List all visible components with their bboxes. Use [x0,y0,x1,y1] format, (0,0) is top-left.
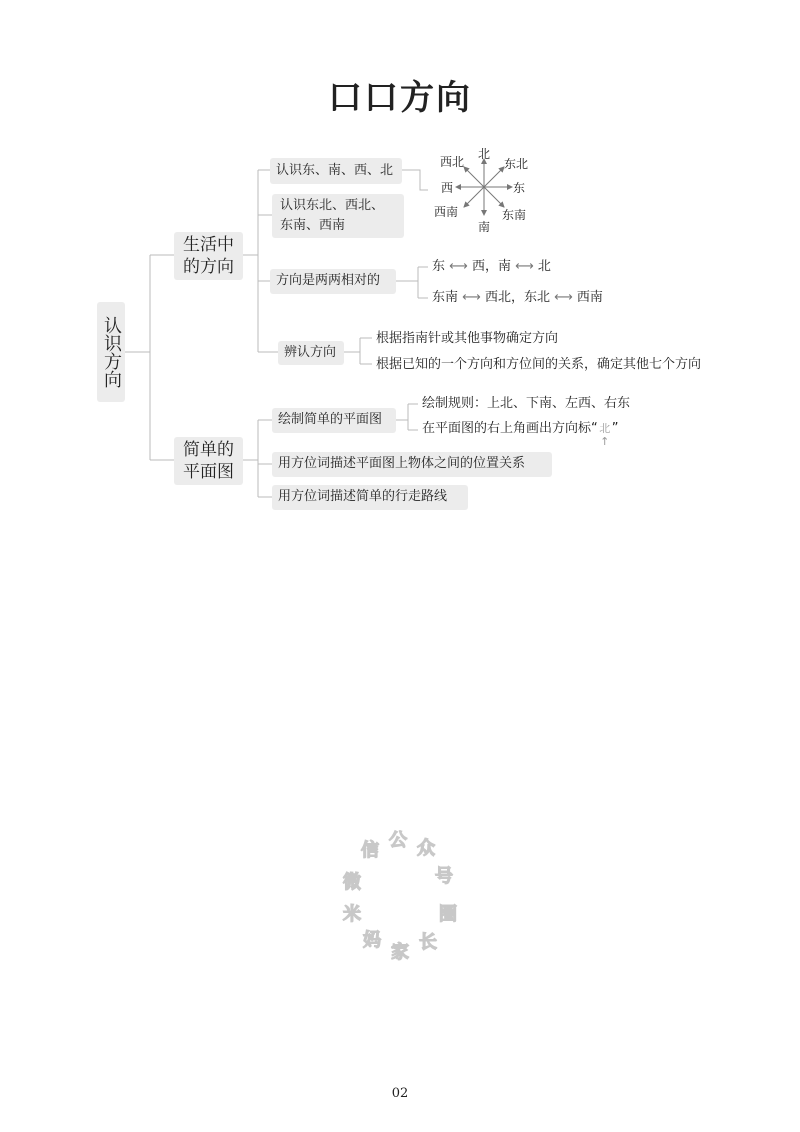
svg-text:长: 长 [419,932,437,953]
compass-south: 南 [478,220,491,234]
branch-plan [174,437,243,485]
opposite-2-c: 西南 [576,290,603,305]
opposite-1-c: 北 [537,259,551,274]
compass-north: 北 [478,147,491,161]
opposite-2-b: 西北，东北 [484,290,550,305]
opposite-1-b: 西，南 [471,259,511,274]
north-marker-label: 北 [599,422,611,435]
svg-text:号: 号 [435,866,453,887]
node-describe-route-label: 用方位词描述简单的行走路线 [278,489,448,504]
node-draw-plan [272,408,396,433]
page-number: 02 [391,1086,409,1101]
node-draw-plan-label: 绘制简单的平面图 [278,412,383,427]
node-describe-position [272,452,552,477]
page-title: 口口方向 [328,78,472,118]
svg-text:众: 众 [417,838,435,859]
branch-plan-label: 简单的平面图 [183,440,234,482]
branch-life [174,232,243,280]
node-recognize-main-label: 认识东、南、西、北 [276,163,394,178]
branch-life-label: 生活中的方向 [183,235,234,277]
root-node [97,302,125,402]
compass-southeast: 东南 [502,208,527,222]
node-identify [278,341,344,365]
draw-rule-line-1: 绘制规则：上北、下南、左西、右东 [422,396,631,411]
root-label: 认识方向 [101,316,122,388]
double-arrow-icon: ⟷ [449,259,468,274]
svg-text:圈: 圈 [439,904,457,925]
svg-text:信: 信 [361,840,379,861]
draw-rule-line-2-post: ” [611,421,619,436]
compass-northwest: 西北 [440,155,465,169]
node-opposite [270,269,396,294]
svg-text:微: 微 [343,872,361,893]
draw-rule-line-2 [422,420,619,448]
compass-west: 西 [441,181,454,195]
draw-rule-line-2-pre: 在平面图的右上角画出方向标“ [422,421,598,436]
north-arrow-icon: ↑ [600,435,610,448]
compass-northeast: 东北 [504,157,529,171]
svg-text:妈: 妈 [363,930,381,951]
double-arrow-icon: ⟷ [515,259,534,274]
svg-text:公: 公 [389,830,407,851]
node-opposite-label: 方向是两两相对的 [276,273,381,288]
opposite-line-1 [432,258,551,276]
identify-line-2: 根据已知的一个方向和方位间的关系，确定其他七个方向 [376,357,702,372]
double-arrow-icon: ⟷ [462,290,481,305]
opposite-1-a: 东 [432,259,446,274]
watermark-stamp [330,818,470,968]
node-recognize-main [270,158,402,184]
svg-text:米: 米 [343,904,361,925]
opposite-2-a: 东南 [432,290,459,305]
node-recognize-diagonal [272,194,404,238]
node-recognize-diagonal-label: 认识东北、西北、东南、西南 [280,198,385,233]
north-marker [598,420,612,448]
double-arrow-icon: ⟷ [554,290,573,305]
node-describe-route [272,485,468,510]
compass-southwest: 西南 [434,205,459,219]
node-describe-position-label: 用方位词描述平面图上物体之间的位置关系 [278,456,526,471]
opposite-line-2 [432,289,603,307]
node-identify-label: 辨认方向 [284,345,337,360]
svg-text:家: 家 [391,942,409,963]
compass-east: 东 [513,181,526,195]
identify-line-1: 根据指南针或其他事物确定方向 [376,331,559,346]
